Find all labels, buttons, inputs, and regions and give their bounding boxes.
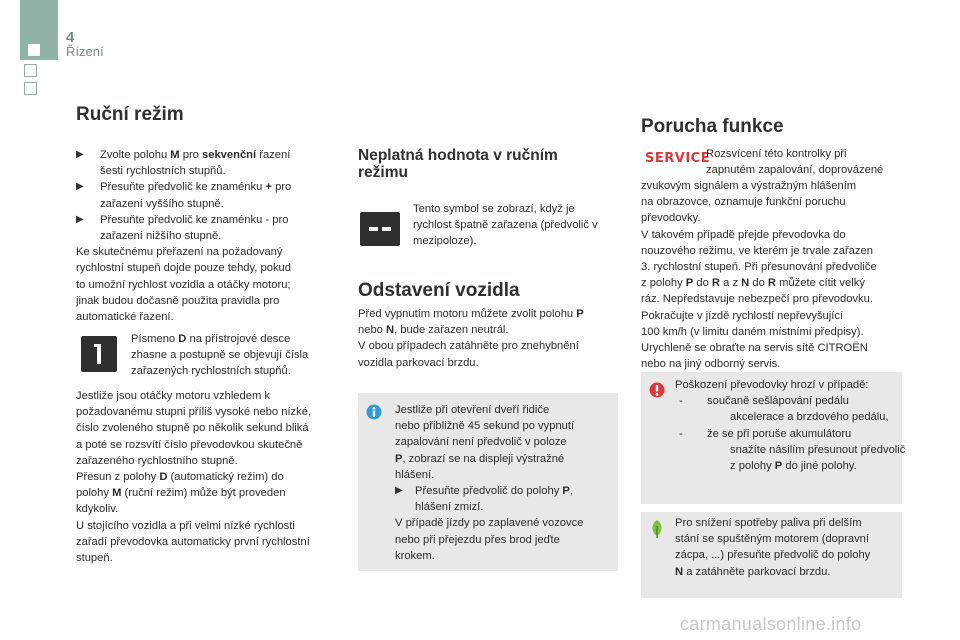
text-line [76,437,311,453]
text-run: na přístrojové desce [186,333,291,345]
bold-text: R [767,277,777,290]
text-run: že se při poruše akumulátoru [707,427,852,440]
text-run: zařazení nižšího stupně. [100,230,222,243]
text-line [76,485,311,501]
text-line [76,469,311,485]
bullet-marker-icon: ▶ [395,485,403,497]
bold-text: P [774,460,783,473]
text-run: vozidla parkovací brzdu. [358,356,479,369]
text-line [641,259,877,275]
text-run: pro [179,149,202,161]
bold-text: P [685,277,694,290]
text-line [131,331,308,347]
text-line [76,420,311,436]
outline-square [24,64,37,77]
service-warning-icon: SERVICE [645,151,711,166]
bold-text: M [170,149,180,161]
text-run: Zvolte polohu [100,149,171,161]
manual-mode-bullets [76,147,341,325]
bold-text: N [741,277,750,290]
bullet-marker-icon: ▶ [76,149,84,160]
text-line [76,501,311,517]
text-line: jinak budou dočasně použita pravidla pro [76,294,280,307]
text-run: , zobrazí se na displeji výstražné [402,452,565,465]
text-line [76,550,311,566]
text-line [76,453,311,469]
text-run: Přesun z polohy [76,471,160,484]
text-run: snažíte násilím přesunout předvolič [730,443,906,456]
text-line [76,163,341,179]
list-item [675,393,905,425]
malfunction-paragraph [641,178,877,372]
bullet-item [76,147,341,179]
dash-marker: - [679,427,683,440]
text-run: kdykoliv. [76,503,119,516]
text-line [358,322,584,338]
text-line [675,564,870,580]
text-line [641,340,877,356]
text-run: , [569,485,573,498]
dash-marker: - [679,395,683,408]
text-run: 100 km/h (v limitu daném místními předpisy). [641,325,864,338]
text-line [76,404,311,420]
page-number: 4 [66,29,75,46]
text-line [358,338,584,354]
text-line [76,518,311,534]
text-line [675,458,905,474]
text-line [358,355,584,371]
text-run: a zatáhněte parkovací brzdu. [683,565,831,578]
text-line [131,363,308,379]
text-line [641,291,877,307]
text-line [395,467,583,483]
text-line [641,243,877,259]
text-run: U stojícího vozidla a při velmi nízké rychlosti [76,519,295,532]
text-line: krokem. [395,549,435,562]
leaf-icon [650,520,664,543]
malfunction-heading: Porucha funkce [641,116,784,137]
text-run: můžete cítit velký [776,277,865,290]
text-run: hlášení zmizí. [415,501,484,514]
bold-text: P [576,308,584,320]
text-line [675,409,905,425]
text-line [641,356,877,372]
text-run: stání se spuštěným motorem (dopravní [675,533,870,546]
outline-square [24,82,37,95]
text-run: Jestliže při otevření dveří řidiče [395,404,550,416]
text-line [675,547,870,563]
text-run: Přesuňte předvolič ke znaménku [100,181,266,194]
text-line [641,308,877,324]
invalid-gear-icon [360,212,400,246]
text-line [131,347,308,363]
text-line: rychlostní stupeň dojde pouze tehdy, pokud [76,262,291,275]
text-line [641,324,877,340]
text-run: řazení [256,149,291,161]
text-line [641,275,877,291]
text-run: pro [271,181,292,194]
eco-tip-text [675,515,870,580]
text-line [641,178,877,194]
text-run: (automatický režim) do [167,471,284,484]
invalid-gear-text: Tento symbol se zobrazí, když je rychlost špatně zařazena (předvolič v mezipoloze). [413,203,598,248]
info-box-text [395,402,583,564]
text-run: Pokračujte v jízdě rychlostí nepřevyšující [641,309,844,322]
text-run: zařazení vyššího stupně. [100,197,224,210]
text-line [395,418,583,434]
bold-text: N [675,565,684,578]
text-line [76,228,341,244]
text-run: do jiné polohy. [782,460,857,473]
text-line [76,388,311,404]
text-run: zařazeného rychlostního stupně. [76,454,238,467]
bold-text: D [159,471,168,484]
gear-indicator-text [131,331,308,380]
text-run: do [693,277,712,290]
bold-text: + [265,181,272,194]
text-run: zhasne a postupně se objevují čísla [131,349,309,362]
bold-text: R [711,277,721,290]
text-line [641,210,877,226]
service-warning-text: Rozsvícení této kontrolky při zapnutém zapalování, doprovázené [706,148,884,177]
text-run: nebo přibližně 45 sekund po vypnutí [395,420,575,433]
bullet-marker-icon: ▶ [76,181,84,193]
text-run: V obou případech zatáhněte pro znehybnění [358,340,579,353]
text-line: nebo při přejezdu přes brod jeďte [395,533,560,546]
text-line: Poškození převodovky hrozí v případě: [675,379,869,391]
manual-mode-heading: Ruční režim [76,104,184,125]
text-run: z polohy [641,277,686,290]
bold-text: P [562,485,570,498]
text-line [641,194,877,210]
text-run: Pro snížení spotřeby paliva při delším [675,517,862,529]
text-line [641,227,877,243]
text-line [76,534,311,550]
text-run: nouzového režimu, ve kterém je trvale zařazen [641,244,873,257]
invalid-value-heading: Neplatná hodnota v ručním režimu [358,147,558,181]
text-run: nebo na jiný odborný servis. [641,358,781,371]
list-item [675,426,905,475]
warning-icon [649,382,665,403]
text-run: zařazených rychlostních stupňů. [131,365,291,378]
bullet-marker-icon: ▶ [76,213,84,225]
text-run: zvukovým signálem a výstražným hlášením [641,180,857,192]
bold-text: P [395,452,403,465]
text-line [76,212,341,228]
text-run: a poté se rozsvítí číslo převodovkou skutečně [76,438,303,451]
text-line [675,393,905,409]
section-title: Řízení [66,44,104,59]
text-run: Přesuňte předvolič ke znaménku - pro [100,213,289,226]
bullet-item [76,179,341,211]
text-run: Přesuňte předvolič do polohy [415,485,563,498]
gear-indicator-icon [81,336,117,372]
text-run: hlášení. [395,468,435,481]
text-line [395,483,583,499]
text-line [395,451,583,467]
bold-text: M [112,487,122,500]
bold-text: D [178,333,187,345]
parking-paragraph [358,306,584,371]
section-tab-marker [28,44,40,56]
text-line [395,499,583,515]
text-run: Urychleně se obraťte na servis sítě CITROËN [641,342,868,355]
text-line [76,179,341,195]
text-line [76,147,341,163]
text-run: převodovky. [641,212,701,225]
text-run: číslo zvoleného stupně po několik sekund bliká [76,422,309,435]
text-run: polohy [76,487,113,500]
info-icon [366,404,382,425]
bold-text: N [386,324,395,337]
text-line: V případě jízdy po zaplavené vozovce [395,517,584,530]
bullet-item [395,483,583,515]
text-line [395,434,583,450]
text-run: do [749,277,768,290]
text-run: 3. rychlostní stupeň. Při přesunování předvoliče [641,261,877,274]
text-run: Před vypnutím motoru můžete zvolit polohu [358,308,577,320]
warning-box-text [675,377,905,474]
text-run: zařadí převodovka automaticky první rychlostní [76,535,310,548]
text-run: a z [720,277,742,290]
bullet-item [76,212,341,244]
text-run: na obrazovce, oznamuje funkční poruchu [641,196,846,209]
manual-mode-paragraph [76,388,311,566]
text-run: V takovém případě přejde převodovka do [641,228,846,241]
text-line: Ke skutečnému přeřazení na požadovaný [76,246,283,259]
text-line: automatické řazení. [76,311,174,324]
parking-heading: Odstavení vozidla [358,280,520,301]
watermark: carmanualsonline.info [680,614,862,634]
text-line [358,306,584,322]
text-line [675,531,870,547]
text-run: z polohy [730,460,775,473]
text-run: , bude zařazen neutrál. [394,324,509,337]
text-run: (ruční režim) může být proveden [121,487,286,500]
text-run: zapalování není předvolič v poloze [395,436,567,449]
text-line [675,426,905,442]
text-line [675,515,870,531]
text-run: akcelerace a brzdového pedálu, [730,411,889,424]
text-line [76,196,341,212]
text-run: šesti rychlostních stupňů. [100,165,226,178]
text-line [675,442,905,458]
text-run: zácpa, ...) přesuňte předvolič do polohy [675,549,871,562]
text-run: ráz. Nepředstavuje nebezpečí pro převodovku. [641,293,873,306]
text-line [395,402,583,418]
text-run: Jestliže jsou otáčky motoru vzhledem k [76,390,270,402]
text-run: součaně sešlápování pedálu [707,395,849,408]
text-run: požadovanému stupni příliš vysoké nebo nízké, [76,406,312,419]
text-run: Písmeno [131,333,179,345]
text-run: stupeň. [76,552,113,565]
text-line: to umožní rychlost vozidla a otáčky motoru; [76,278,291,291]
text-run: nebo [358,324,386,337]
bold-text: sekvenční [202,149,257,161]
